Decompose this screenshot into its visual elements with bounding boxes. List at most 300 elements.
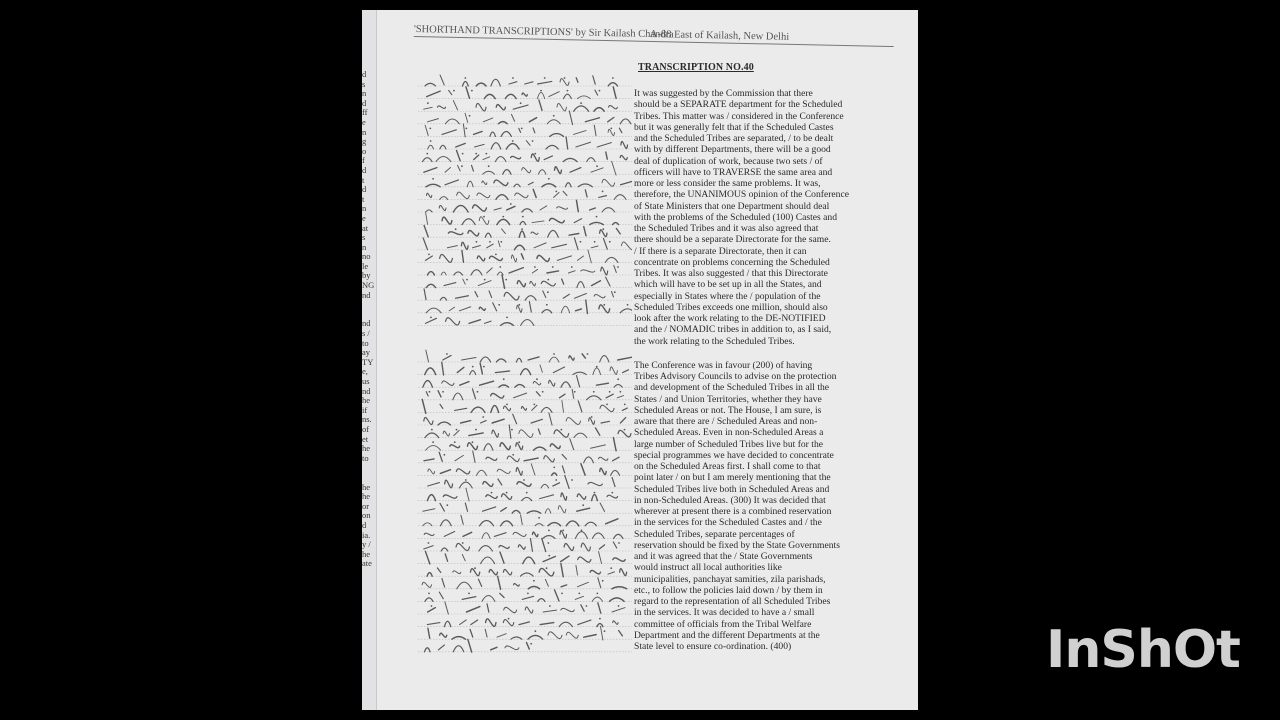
shorthand-outline [470, 371, 476, 375]
shorthand-outline [504, 292, 519, 300]
shorthand-outline [575, 596, 583, 599]
text-line: municipalities, panchayat samities, zila parishads, [634, 573, 826, 585]
shorthand-outlines [418, 58, 632, 678]
shorthand-outline [478, 579, 481, 586]
shorthand-outline [536, 392, 540, 396]
shorthand-outline [531, 464, 535, 475]
shorthand-outline [458, 165, 461, 170]
shorthand-outline [532, 221, 544, 223]
shorthand-outline [498, 122, 507, 124]
shorthand-dot [596, 593, 598, 595]
shorthand-outline [513, 414, 517, 423]
shorthand-outline [444, 621, 450, 626]
shorthand-outline [533, 128, 535, 133]
left-page-fragment: n [362, 127, 367, 137]
left-page-fragment: NG [362, 281, 375, 291]
shorthand-dot [527, 593, 529, 595]
shorthand-dot [512, 77, 514, 79]
shorthand-outline [587, 396, 601, 400]
shorthand-outline [426, 446, 441, 451]
shorthand-outline [578, 401, 582, 412]
shorthand-dot [534, 630, 536, 632]
shorthand-outline [557, 207, 568, 209]
shorthand-outline [514, 184, 520, 187]
shorthand-outline [426, 392, 428, 396]
shorthand-outline [439, 592, 443, 599]
text-line: Tribes. It was also suggested / that this Directorate [634, 268, 828, 279]
shorthand-outline [600, 503, 604, 511]
shorthand-outline [575, 532, 587, 539]
shorthand-outline [614, 265, 617, 272]
shorthand-outline [568, 271, 575, 273]
left-page-fragment: he [362, 549, 371, 559]
text-line: with by different Departments, there will be a good [634, 144, 831, 156]
shorthand-outline [483, 157, 490, 160]
shorthand-outline [462, 251, 464, 263]
shorthand-outline [440, 145, 446, 149]
shorthand-outline [445, 119, 459, 124]
shorthand-outline [468, 639, 472, 652]
shorthand-dot [609, 391, 611, 393]
left-page-fragment: he [362, 492, 371, 502]
left-page-fragment: s [362, 233, 366, 243]
shorthand-outline [517, 482, 531, 486]
shorthand-dot [606, 404, 608, 406]
left-page-fragment: ate [362, 559, 372, 569]
text-line: etc., to follow the policies laid down / by them in [634, 584, 823, 596]
shorthand-outline [549, 92, 559, 97]
shorthand-outline [478, 281, 491, 286]
shorthand-outline [521, 515, 523, 525]
shorthand-outline [491, 143, 501, 149]
shorthand-outline [581, 464, 585, 475]
shorthand-outline [479, 546, 493, 551]
shorthand-outline [442, 130, 456, 135]
text-line: States / and Union Territories, whether they have [634, 393, 822, 405]
shorthand-dot [562, 530, 564, 532]
shorthand-outline [621, 242, 632, 250]
shorthand-outline [483, 482, 493, 487]
shorthand-dot [454, 441, 456, 443]
shorthand-outline [621, 181, 632, 185]
shorthand-outline [425, 318, 436, 323]
shorthand-outline [612, 457, 619, 461]
shorthand-outline [471, 407, 485, 412]
paragraph-1 [634, 88, 893, 347]
shorthand-outline [608, 117, 614, 121]
shorthand-outline [561, 382, 570, 387]
shorthand-outline [530, 539, 532, 552]
shorthand-outline [542, 184, 556, 187]
shorthand-outline [517, 281, 525, 287]
shorthand-outline [455, 455, 464, 460]
left-page-fragment: f [362, 156, 365, 166]
shorthand-outline [619, 128, 621, 133]
shorthand-outline [562, 454, 566, 459]
shorthand-outline [538, 81, 552, 84]
shorthand-outline [584, 227, 586, 236]
left-page-fragment: n [362, 89, 367, 99]
shorthand-dot [586, 605, 588, 607]
text-line: and the Scheduled Tribes are separated, / to be dealt [634, 133, 834, 144]
shorthand-outline [553, 483, 560, 486]
shorthand-outline [486, 495, 497, 499]
shorthand-outline [494, 533, 506, 537]
shorthand-outline [531, 154, 539, 161]
shorthand-outline [590, 570, 600, 574]
text-line: large number of Scheduled Tribes live but for the [634, 438, 823, 450]
shorthand-outline [553, 367, 564, 373]
shorthand-dot [593, 391, 595, 393]
shorthand-outline [470, 569, 479, 576]
shorthand-dot [602, 191, 604, 193]
shorthand-outline [539, 100, 542, 111]
shorthand-outline [501, 229, 505, 234]
shorthand-outline [445, 480, 453, 488]
text-line: especially in States where the / population of the [634, 290, 821, 302]
shorthand-outline [427, 495, 435, 501]
shorthand-outline [540, 495, 554, 499]
shorthand-outline [610, 367, 617, 375]
left-page-fragment: nd [362, 386, 371, 396]
shorthand-outline [585, 118, 599, 122]
shorthand-outline [614, 195, 626, 200]
text-line: with the problems of the Scheduled (100) Castes and [634, 211, 838, 223]
shorthand-outline [611, 470, 620, 475]
shorthand-outline [528, 357, 539, 360]
shorthand-outline [554, 192, 559, 197]
shorthand-outline [453, 101, 457, 110]
shorthand-dot [617, 266, 619, 268]
shorthand-outline [457, 192, 470, 199]
shorthand-outline [498, 576, 501, 589]
shorthand-outline [438, 645, 444, 650]
left-page-fragment: e, [362, 367, 368, 377]
shorthand-outline [507, 456, 519, 461]
shorthand-outline [613, 621, 618, 625]
shorthand-outline [515, 385, 525, 388]
shorthand-outline [595, 90, 598, 95]
left-page-fragment: to [362, 453, 369, 463]
shorthand-outline [574, 219, 582, 223]
shorthand-outline [481, 557, 495, 564]
shorthand-dot [427, 102, 429, 104]
text-line: would instruct all local authorities like [634, 562, 782, 574]
shorthand-outline [467, 181, 473, 187]
left-page-fragment [362, 473, 376, 483]
shorthand-outline [473, 205, 487, 211]
shorthand-dot [466, 279, 468, 281]
shorthand-outline [542, 538, 546, 551]
shorthand-outline [597, 143, 611, 147]
shorthand-outline [482, 596, 495, 602]
shorthand-outline [549, 218, 564, 222]
shorthand-outline [613, 542, 616, 548]
shorthand-outline [602, 208, 615, 212]
shorthand-outline [454, 272, 463, 275]
shorthand-outline [574, 238, 578, 250]
shorthand-outline [565, 476, 569, 489]
text-line: but it was generally felt that if the Scheduled Castes [634, 121, 834, 133]
shorthand-outline [570, 168, 581, 173]
shorthand-outline [532, 405, 537, 410]
shorthand-dot [564, 77, 566, 79]
shorthand-outline [570, 439, 574, 450]
shorthand-outline [566, 632, 578, 638]
shorthand-outline [605, 257, 618, 262]
text-line: and the / NOMADIC tribes in addition to, as I said, [634, 324, 832, 336]
shorthand-outline [438, 391, 441, 397]
shorthand-outline [557, 103, 566, 110]
left-page-fragment: e [362, 213, 366, 223]
shorthand-dot [465, 479, 467, 481]
shorthand-dot [618, 542, 620, 544]
shorthand-outline [501, 508, 507, 512]
shorthand-outline [498, 241, 500, 247]
shorthand-dot [560, 429, 562, 431]
shorthand-outline [492, 430, 499, 437]
shorthand-outline [573, 372, 586, 374]
shorthand-dot [603, 304, 605, 306]
shorthand-dot [484, 279, 486, 281]
shorthand-outline [598, 457, 607, 460]
shorthand-dot [474, 567, 476, 569]
shorthand-dot [482, 416, 484, 418]
shorthand-outline [622, 408, 627, 410]
shorthand-dot [506, 404, 508, 406]
shorthand-outline [423, 523, 432, 526]
shorthand-outline [519, 622, 529, 625]
shorthand-dot [506, 492, 508, 494]
shorthand-outline [511, 156, 521, 158]
shorthand-outline [509, 425, 511, 438]
shorthand-outline [424, 225, 428, 236]
shorthand-outline [522, 168, 531, 173]
shorthand-outline [541, 484, 549, 488]
shorthand-outline [440, 197, 448, 200]
shorthand-outline [524, 458, 538, 461]
shorthand-outline [566, 418, 580, 425]
inshot-watermark: InShOt [1046, 620, 1240, 680]
shorthand-dot [580, 241, 582, 243]
shorthand-outline [620, 418, 625, 423]
shorthand-dot [609, 241, 611, 243]
shorthand-outline [600, 356, 609, 362]
text-line: The Conference was in favour (200) of having [634, 359, 813, 371]
shorthand-outline [549, 357, 559, 362]
shorthand-outline [470, 629, 473, 637]
left-page-fragment: ff [362, 108, 368, 118]
shorthand-outline [543, 556, 555, 561]
shorthand-dot [571, 266, 573, 268]
shorthand-dot [596, 366, 598, 368]
shorthand-outline [582, 354, 585, 358]
shorthand-outline [514, 393, 527, 398]
shorthand-outline [533, 189, 536, 197]
shorthand-outline [503, 170, 511, 175]
shorthand-outline [509, 82, 517, 84]
text-line: aware that there are / Scheduled Areas and non- [634, 416, 818, 427]
shorthand-outline [467, 443, 477, 450]
shorthand-dot [443, 454, 445, 456]
shorthand-dot [546, 567, 548, 569]
text-line: / If there is a separate Directorate, then it can [634, 245, 807, 257]
shorthand-outline [540, 623, 554, 625]
shorthand-dot [503, 378, 505, 380]
shorthand-outline [525, 296, 536, 300]
shorthand-outline [521, 254, 523, 259]
shorthand-outline [543, 536, 555, 539]
shorthand-outline [455, 408, 467, 410]
shorthand-outline [566, 521, 579, 526]
shorthand-outline [440, 503, 444, 511]
left-page-fragment: g [362, 137, 367, 147]
shorthand-outline [486, 619, 496, 627]
shorthand-outline [499, 385, 509, 387]
text-line: Scheduled Areas. Even in non-Scheduled Areas a [634, 427, 824, 439]
shorthand-outline [480, 363, 482, 374]
shorthand-outline [441, 272, 446, 275]
shorthand-outline [550, 444, 560, 449]
shorthand-dot [617, 378, 619, 380]
shorthand-outline [619, 631, 623, 636]
shorthand-dot [594, 492, 596, 494]
shorthand-outline [597, 624, 603, 627]
shorthand-outline [424, 533, 434, 535]
shorthand-dot [596, 216, 598, 218]
shorthand-dot [553, 467, 555, 469]
shorthand-outline [471, 270, 482, 275]
shorthand-outline [482, 533, 490, 539]
shorthand-dot [456, 429, 458, 431]
shorthand-outline [564, 94, 572, 98]
left-page-fragment: d [362, 520, 367, 530]
shorthand-outline [532, 532, 537, 537]
shorthand-outline [533, 381, 540, 384]
shorthand-outline [552, 244, 567, 247]
shorthand-outline [606, 277, 610, 286]
shorthand-outline [530, 281, 536, 285]
shorthand-outline [559, 394, 565, 398]
shorthand-outline [612, 587, 627, 589]
shorthand-outline [487, 604, 489, 612]
shorthand-outline [460, 382, 469, 386]
shorthand-outline [601, 421, 609, 423]
shorthand-outline [544, 456, 555, 462]
shorthand-outline [521, 407, 526, 411]
shorthand-dot [464, 77, 466, 79]
shorthand-outline [495, 157, 506, 162]
shorthand-outline [564, 543, 574, 550]
shorthand-outline [485, 233, 491, 237]
text-line: Tribes. This matter was / considered in the Conference [634, 110, 844, 122]
shorthand-outline [444, 532, 454, 537]
left-page-fragment: et [362, 434, 369, 444]
shorthand-outline [569, 356, 574, 360]
shorthand-drawing [418, 58, 632, 678]
shorthand-outline [465, 503, 467, 511]
header-address: A-88 East of Kailash, New Delhi [649, 28, 790, 43]
shorthand-outline [587, 158, 595, 162]
shorthand-outline [463, 279, 466, 284]
shorthand-outline [500, 443, 510, 450]
shorthand-outline [562, 401, 564, 413]
shorthand-outline [499, 546, 509, 549]
shorthand-outline [422, 399, 426, 413]
shorthand-outline [484, 94, 495, 98]
shorthand-outline [586, 300, 588, 314]
shorthand-outline [424, 546, 434, 549]
shorthand-outline [514, 584, 520, 587]
shorthand-outline [474, 131, 483, 134]
shorthand-outline [577, 582, 588, 587]
shorthand-outline [531, 419, 542, 423]
shorthand-outline [479, 217, 489, 225]
shorthand-dot [505, 279, 507, 281]
shorthand-outline [425, 433, 439, 438]
shorthand-outline [480, 421, 486, 423]
shorthand-outline [465, 113, 468, 122]
shorthand-outline [538, 429, 540, 434]
shorthand-outline [505, 94, 516, 98]
shorthand-outline [548, 523, 561, 526]
shorthand-outline [562, 466, 564, 473]
shorthand-outline [555, 590, 559, 601]
shorthand-outline [577, 256, 583, 260]
left-page-fragment: d [362, 70, 367, 79]
shorthand-outline [523, 557, 535, 564]
shorthand-outline [476, 83, 486, 86]
shorthand-outline [457, 150, 461, 160]
shorthand-outline [453, 393, 463, 400]
shorthand-outline [618, 430, 631, 437]
shorthand-dot [426, 153, 428, 155]
text-line: in the services for the Scheduled Castes and / the [634, 517, 822, 529]
shorthand-outline [440, 470, 450, 474]
shorthand-outline [502, 494, 512, 500]
shorthand-dot [495, 254, 497, 256]
left-page-fragment [362, 310, 376, 320]
shorthand-dot [547, 279, 549, 281]
shorthand-dot [542, 391, 544, 393]
shorthand-outline [577, 376, 580, 387]
shorthand-outline [496, 195, 508, 200]
left-page-fragment: us [362, 377, 370, 386]
left-page-fragment: s / [362, 329, 370, 339]
shorthand-outline [511, 114, 514, 121]
shorthand-outline [466, 488, 469, 501]
shorthand-outline [561, 306, 569, 313]
shorthand-dot [533, 404, 535, 406]
shorthand-outline [526, 141, 530, 146]
shorthand-outline [423, 509, 435, 511]
shorthand-outline [603, 238, 607, 249]
shorthand-outline [509, 268, 523, 273]
shorthand-dot [520, 102, 522, 104]
shorthand-outline [469, 433, 483, 436]
shorthand-outline [442, 381, 454, 386]
shorthand-outline [503, 569, 511, 574]
shorthand-dot [533, 580, 535, 582]
shorthand-outline [459, 482, 472, 488]
shorthand-outline [440, 254, 453, 262]
shorthand-outline [545, 579, 548, 586]
transcription-text [634, 62, 893, 652]
shorthand-outline [491, 647, 497, 650]
shorthand-outline [462, 597, 476, 600]
shorthand-outline [617, 396, 623, 398]
text-line: more or less consider the same problems. It was, [634, 178, 821, 189]
